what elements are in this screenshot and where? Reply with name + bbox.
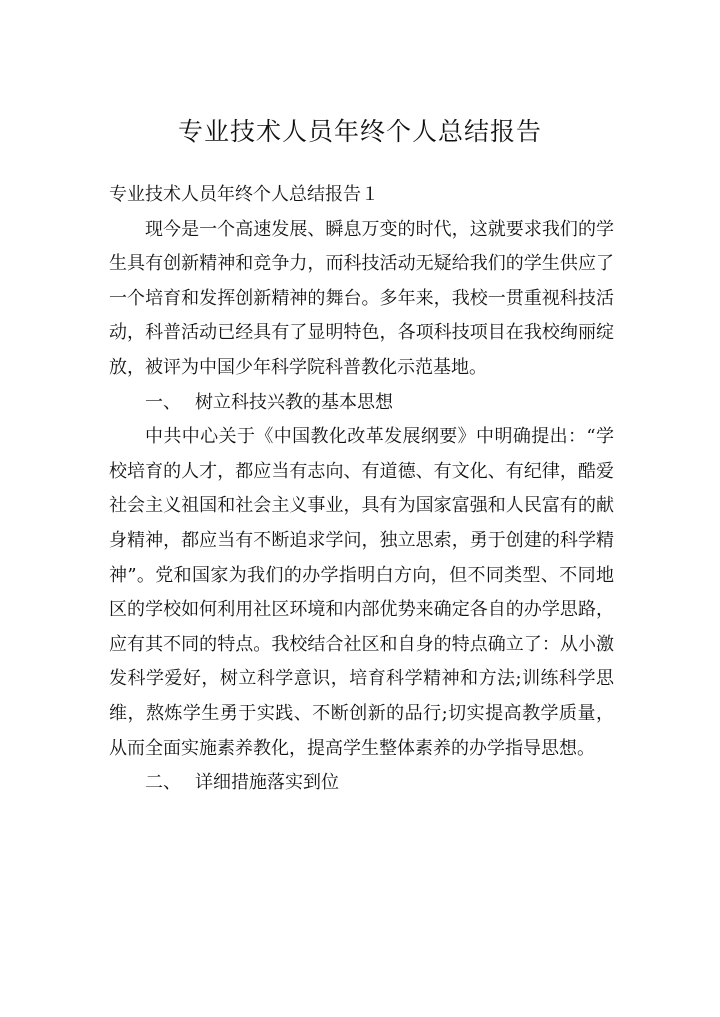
heading-number: 一、	[145, 391, 181, 413]
paragraph-guideline: 中共中心关于《中国教化改革发展纲要》中明确提出：“学校培育的人才，都应当有志向、有道德、有文化、有纪律，酷爱社会主义祖国和社会主义事业，具有为国家富强和人民富有的献身精神，都应当有不断追求学问，独立思索，勇于创建的科学精神”。党和国家为我们的办学指明白方向，但不同类型、不同地区的学校如何利用社区环境和内部优势来确定各自的办学思路，应有其不同的特点。我校结合社区和自身的特点确立了：从小激发科学爱好，树立科学意识，培育科学精神和方法;训练科学思维，熬炼学生勇于实践、不断创新的品行;切实提高教学质量，从而全面实施素养教化，提高学生整体素养的办学指导思想。	[109, 426, 614, 759]
heading-section-2	[109, 766, 614, 801]
heading-section-1	[109, 386, 614, 421]
document-title: 专业技术人员年终个人总结报告	[177, 117, 542, 146]
document-body	[109, 178, 614, 801]
paragraph-intro: 现今是一个高速发展、瞬息万变的时代，这就要求我们的学生具有创新精神和竞争力，而科技活动无疑给我们的学生供应了一个培育和发挥创新精神的舞台。多年来，我校一贯重视科技活动，科普活动已经具有了显明特色，各项科技项目在我校绚丽绽放，被评为中国少年科学院科普教化示范基地。	[109, 218, 614, 378]
heading-number: 二、	[145, 772, 181, 794]
heading-text: 树立科技兴教的基本思想	[195, 391, 393, 413]
section-subtitle: 专业技术人员年终个人总结报告１	[109, 184, 379, 205]
heading-text: 详细措施落实到位	[195, 772, 339, 794]
